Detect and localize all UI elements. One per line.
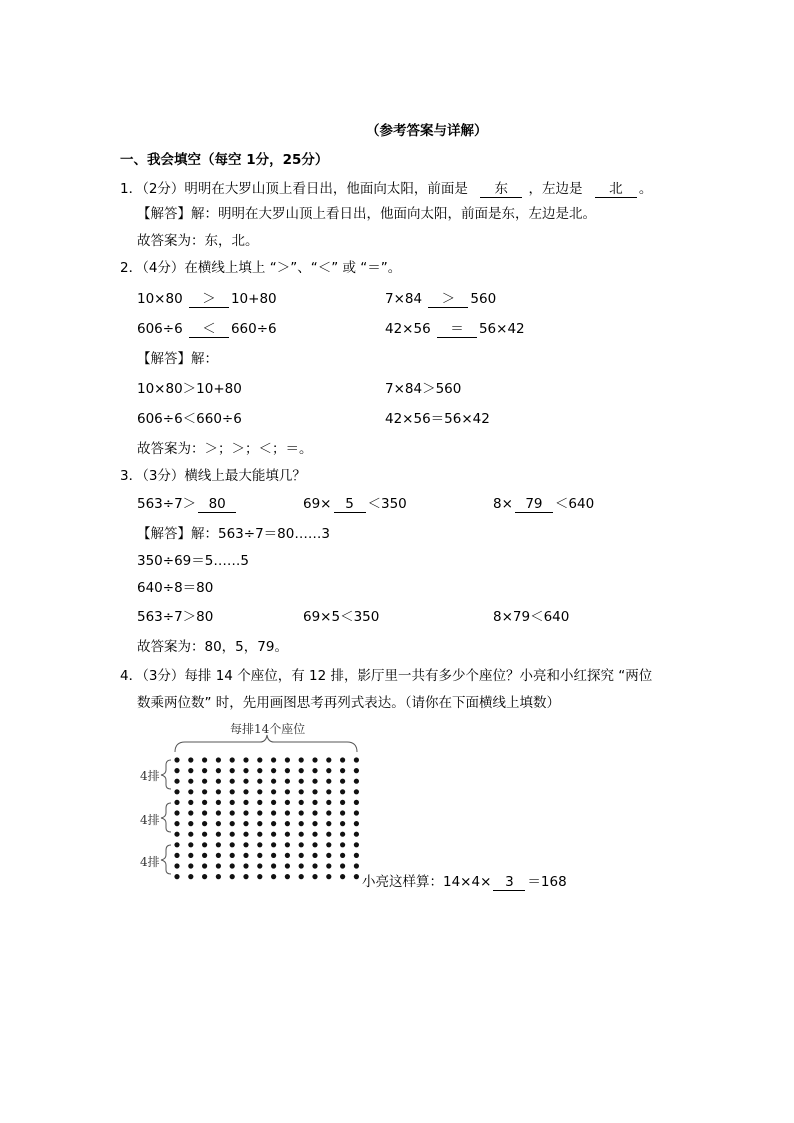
seat-dot bbox=[188, 821, 193, 826]
seat-dot bbox=[230, 842, 235, 847]
q1-blank-1[interactable]: 东 bbox=[480, 181, 522, 198]
q4-calc-text: 小亮这样算：14×4× bbox=[362, 874, 492, 890]
q4-blank[interactable]: 3 bbox=[493, 874, 525, 891]
seat-dot bbox=[312, 789, 317, 794]
seat-dot bbox=[312, 768, 317, 773]
seat-dot bbox=[354, 779, 359, 784]
left-brace bbox=[161, 760, 171, 789]
seat-dot bbox=[299, 800, 304, 805]
q3-item bbox=[303, 495, 407, 513]
figure-top-label: 每排14个座位 bbox=[230, 722, 306, 736]
seat-dot bbox=[285, 768, 290, 773]
seat-dot bbox=[188, 832, 193, 837]
seat-dot bbox=[299, 874, 304, 879]
seat-dot bbox=[257, 779, 262, 784]
q3-item-right: ＜640 bbox=[554, 496, 595, 512]
seat-dot bbox=[285, 842, 290, 847]
seat-dot bbox=[216, 779, 221, 784]
seat-dot bbox=[326, 874, 331, 879]
seat-dot bbox=[216, 821, 221, 826]
q2-item-left: 42×56 bbox=[385, 321, 431, 337]
seat-dot bbox=[202, 768, 207, 773]
group-label: 4排 bbox=[140, 813, 160, 827]
seat-dot bbox=[285, 800, 290, 805]
q3-solution: 【解答】解：563÷7＝80……3 bbox=[137, 526, 330, 542]
seat-dot bbox=[326, 789, 331, 794]
q2-item-right: 560 bbox=[470, 291, 497, 307]
q2-solution-line: 606÷6＜660÷6 bbox=[137, 411, 242, 427]
seat-dot bbox=[243, 779, 248, 784]
q2-solution-line: 10×80＞10+80 bbox=[137, 381, 242, 397]
seat-dot bbox=[188, 757, 193, 762]
seat-dot bbox=[216, 832, 221, 837]
q3-item bbox=[137, 495, 238, 513]
seat-dot bbox=[257, 832, 262, 837]
seat-dot bbox=[354, 768, 359, 773]
top-brace bbox=[175, 735, 357, 752]
seat-dot bbox=[271, 757, 276, 762]
q3-item-right: ＜350 bbox=[367, 496, 407, 512]
seat-dot bbox=[285, 757, 290, 762]
seat-dot bbox=[243, 768, 248, 773]
seat-dot bbox=[188, 768, 193, 773]
seat-dot bbox=[326, 821, 331, 826]
seat-dot bbox=[354, 842, 359, 847]
q2-item bbox=[137, 290, 277, 308]
seat-dot bbox=[271, 832, 276, 837]
seat-dot bbox=[257, 853, 262, 858]
seat-dot bbox=[340, 757, 345, 762]
seat-dot bbox=[326, 779, 331, 784]
q3-solution-line: 350÷69＝5……5 bbox=[137, 553, 249, 569]
seat-dot bbox=[216, 874, 221, 879]
seat-dot bbox=[299, 810, 304, 815]
seat-dot bbox=[202, 810, 207, 815]
seat-dot bbox=[174, 842, 179, 847]
seat-dot bbox=[271, 842, 276, 847]
seat-dot bbox=[188, 874, 193, 879]
seat-dot bbox=[216, 842, 221, 847]
seat-dot bbox=[285, 779, 290, 784]
q3-blank[interactable]: 5 bbox=[334, 496, 366, 513]
seat-dot bbox=[174, 779, 179, 784]
seat-dot bbox=[257, 810, 262, 815]
seat-dot bbox=[312, 821, 317, 826]
seat-dot bbox=[230, 779, 235, 784]
group-label: 4排 bbox=[140, 855, 160, 869]
seat-dot bbox=[243, 789, 248, 794]
seat-dot bbox=[340, 800, 345, 805]
seat-dot bbox=[202, 842, 207, 847]
seat-dot bbox=[174, 757, 179, 762]
seat-dot bbox=[216, 863, 221, 868]
seat-dot bbox=[230, 810, 235, 815]
seat-dot bbox=[174, 800, 179, 805]
seat-dot bbox=[243, 800, 248, 805]
dot-grid bbox=[135, 715, 365, 890]
q2-item-left: 606÷6 bbox=[137, 321, 183, 337]
left-brace bbox=[161, 845, 171, 874]
seat-dot bbox=[202, 874, 207, 879]
q2-item-right: 10+80 bbox=[230, 291, 277, 307]
question-2: 2．（4分）在横线上填上 “＞”、“＜” 或 “＝”。 bbox=[120, 260, 402, 276]
seat-dot bbox=[188, 800, 193, 805]
seat-dot bbox=[285, 821, 290, 826]
seat-dot bbox=[230, 768, 235, 773]
seat-dot bbox=[216, 757, 221, 762]
question-1 bbox=[120, 180, 652, 198]
q2-final: 故答案为：＞；＞；＜；＝。 bbox=[137, 441, 313, 457]
seat-dot bbox=[326, 853, 331, 858]
seat-dot bbox=[243, 810, 248, 815]
seat-diagram bbox=[135, 715, 365, 890]
seat-dot bbox=[312, 874, 317, 879]
group-label: 4排 bbox=[140, 769, 160, 783]
q2-item-left: 7×84 bbox=[385, 291, 423, 307]
q3-check: 8×79＜640 bbox=[493, 609, 570, 625]
q1-stem-b: ，左边是 bbox=[528, 181, 583, 197]
seat-dot bbox=[312, 810, 317, 815]
seat-dot bbox=[174, 863, 179, 868]
seat-dot bbox=[188, 842, 193, 847]
q3-check: 69×5＜350 bbox=[303, 609, 380, 625]
seat-dot bbox=[312, 800, 317, 805]
seat-dot bbox=[271, 810, 276, 815]
q2-item-right: 660÷6 bbox=[230, 321, 277, 337]
seat-dot bbox=[354, 800, 359, 805]
seat-dot bbox=[243, 832, 248, 837]
page-title: （参考答案与详解） bbox=[366, 123, 488, 139]
seat-dot bbox=[174, 789, 179, 794]
seat-dot bbox=[312, 863, 317, 868]
seat-dot bbox=[257, 842, 262, 847]
section-heading: 一、我会填空（每空 1分，25分） bbox=[120, 152, 329, 168]
seat-dot bbox=[340, 821, 345, 826]
q3-blank[interactable]: 80 bbox=[198, 496, 236, 513]
seat-dot bbox=[216, 789, 221, 794]
q4-calculation bbox=[362, 873, 567, 891]
seat-dot bbox=[216, 810, 221, 815]
question-3: 3．（3分）横线上最大能填几？ bbox=[120, 468, 306, 484]
seat-dot bbox=[257, 874, 262, 879]
seat-dot bbox=[271, 779, 276, 784]
seat-dot bbox=[299, 853, 304, 858]
seat-dot bbox=[340, 810, 345, 815]
q2-solution-line: 7×84＞560 bbox=[385, 381, 462, 397]
seat-dot bbox=[326, 757, 331, 762]
seat-dot bbox=[340, 874, 345, 879]
seat-dot bbox=[243, 821, 248, 826]
q3-item-left: 563÷7＞ bbox=[137, 496, 197, 512]
q2-item bbox=[385, 290, 496, 308]
seat-dot bbox=[188, 779, 193, 784]
seat-dot bbox=[202, 821, 207, 826]
seat-dot bbox=[257, 768, 262, 773]
q3-item bbox=[493, 495, 594, 513]
seat-dot bbox=[202, 800, 207, 805]
seat-dot bbox=[271, 821, 276, 826]
seat-dot bbox=[230, 789, 235, 794]
q2-blank[interactable]: ＝ bbox=[437, 321, 477, 338]
seat-dot bbox=[188, 789, 193, 794]
seat-dot bbox=[230, 863, 235, 868]
q2-solution-line: 42×56＝56×42 bbox=[385, 411, 490, 427]
seat-dot bbox=[271, 874, 276, 879]
seat-dot bbox=[285, 874, 290, 879]
question-4-line-2: 数乘两位数” 时，先用画图思考再列式表达。（请你在下面横线上填数） bbox=[137, 695, 561, 711]
seat-dot bbox=[354, 874, 359, 879]
seat-dot bbox=[188, 853, 193, 858]
q2-blank[interactable]: ＞ bbox=[428, 291, 468, 308]
seat-dot bbox=[243, 842, 248, 847]
seat-dot bbox=[285, 853, 290, 858]
q4-calc-result: ＝168 bbox=[527, 874, 567, 890]
seat-dot bbox=[202, 789, 207, 794]
seat-dot bbox=[243, 863, 248, 868]
seat-dot bbox=[326, 842, 331, 847]
seat-dot bbox=[340, 768, 345, 773]
q1-final: 故答案为：东，北。 bbox=[137, 233, 259, 249]
seat-dot bbox=[312, 757, 317, 762]
seat-dot bbox=[188, 810, 193, 815]
seat-dot bbox=[326, 800, 331, 805]
seat-dot bbox=[174, 821, 179, 826]
seat-dot bbox=[354, 789, 359, 794]
q2-item bbox=[137, 320, 277, 338]
seat-dot bbox=[312, 853, 317, 858]
q3-blank[interactable]: 79 bbox=[515, 496, 553, 513]
seat-dot bbox=[230, 800, 235, 805]
seat-dot bbox=[257, 863, 262, 868]
q2-item bbox=[385, 320, 525, 338]
seat-dot bbox=[202, 779, 207, 784]
seat-dot bbox=[299, 768, 304, 773]
seat-dot bbox=[326, 832, 331, 837]
seat-dot bbox=[271, 800, 276, 805]
seat-dot bbox=[230, 832, 235, 837]
seat-dot bbox=[174, 832, 179, 837]
question-4-line-1: 4．（3分）每排 14 个座位，有 12 排，影厅里一共有多少个座位？小亮和小红探究 “两位 bbox=[120, 668, 653, 684]
q1-stem: 1．（2分）明明在大罗山顶上看日出，他面向太阳，前面是 bbox=[120, 181, 468, 197]
seat-dot bbox=[354, 863, 359, 868]
left-brace bbox=[161, 803, 171, 832]
seat-dot bbox=[230, 874, 235, 879]
seat-dot bbox=[202, 863, 207, 868]
seat-dot bbox=[312, 779, 317, 784]
seat-dot bbox=[188, 863, 193, 868]
seat-dot bbox=[202, 832, 207, 837]
seat-dot bbox=[326, 810, 331, 815]
q1-solution: 【解答】解：明明在大罗山顶上看日出，他面向太阳，前面是东，左边是北。 bbox=[137, 206, 596, 222]
q2-item-left: 10×80 bbox=[137, 291, 183, 307]
seat-dot bbox=[174, 853, 179, 858]
seat-dot bbox=[243, 853, 248, 858]
seat-dot bbox=[257, 821, 262, 826]
seat-dot bbox=[174, 810, 179, 815]
seat-dot bbox=[299, 863, 304, 868]
seat-dot bbox=[299, 789, 304, 794]
q3-item-left: 8× bbox=[493, 496, 513, 512]
seat-dot bbox=[354, 757, 359, 762]
seat-dot bbox=[271, 768, 276, 773]
seat-dot bbox=[354, 832, 359, 837]
seat-dot bbox=[299, 842, 304, 847]
seat-dot bbox=[285, 863, 290, 868]
seat-dot bbox=[299, 832, 304, 837]
seat-dot bbox=[174, 768, 179, 773]
q1-stem-c: 。 bbox=[638, 181, 653, 197]
seat-dot bbox=[285, 810, 290, 815]
seat-dot bbox=[299, 757, 304, 762]
seat-dot bbox=[271, 853, 276, 858]
seat-dot bbox=[202, 757, 207, 762]
seat-dot bbox=[216, 853, 221, 858]
seat-dot bbox=[202, 853, 207, 858]
seat-dot bbox=[340, 832, 345, 837]
seat-dot bbox=[230, 821, 235, 826]
seat-dot bbox=[230, 757, 235, 762]
seat-dot bbox=[312, 842, 317, 847]
seat-dot bbox=[243, 757, 248, 762]
seat-dot bbox=[216, 768, 221, 773]
seat-dot bbox=[299, 821, 304, 826]
q1-blank-2[interactable]: 北 bbox=[595, 181, 637, 198]
seat-dot bbox=[243, 874, 248, 879]
seat-dot bbox=[257, 800, 262, 805]
q3-check: 563÷7＞80 bbox=[137, 609, 214, 625]
seat-dot bbox=[354, 853, 359, 858]
seat-dot bbox=[285, 832, 290, 837]
seat-dot bbox=[257, 789, 262, 794]
seat-dot bbox=[216, 800, 221, 805]
q3-final: 故答案为：80，5，79。 bbox=[137, 639, 288, 655]
seat-dot bbox=[326, 768, 331, 773]
seat-dot bbox=[340, 779, 345, 784]
seat-dot bbox=[354, 821, 359, 826]
seat-dot bbox=[285, 789, 290, 794]
q2-item-right: 56×42 bbox=[478, 321, 525, 337]
seat-dot bbox=[354, 810, 359, 815]
seat-dot bbox=[340, 863, 345, 868]
seat-dot bbox=[340, 853, 345, 858]
q3-solution-line: 640÷8＝80 bbox=[137, 580, 214, 596]
seat-dot bbox=[340, 842, 345, 847]
seat-dot bbox=[271, 863, 276, 868]
q3-item-left: 69× bbox=[303, 496, 332, 512]
q2-blank[interactable]: ＜ bbox=[189, 321, 229, 338]
seat-dot bbox=[299, 779, 304, 784]
seat-dot bbox=[326, 863, 331, 868]
seat-dot bbox=[312, 832, 317, 837]
seat-dot bbox=[174, 874, 179, 879]
seat-dot bbox=[271, 789, 276, 794]
seat-dot bbox=[230, 853, 235, 858]
q2-blank[interactable]: ＞ bbox=[189, 291, 229, 308]
seat-dot bbox=[340, 789, 345, 794]
q2-solution-label: 【解答】解： bbox=[137, 351, 218, 367]
seat-dot bbox=[257, 757, 262, 762]
